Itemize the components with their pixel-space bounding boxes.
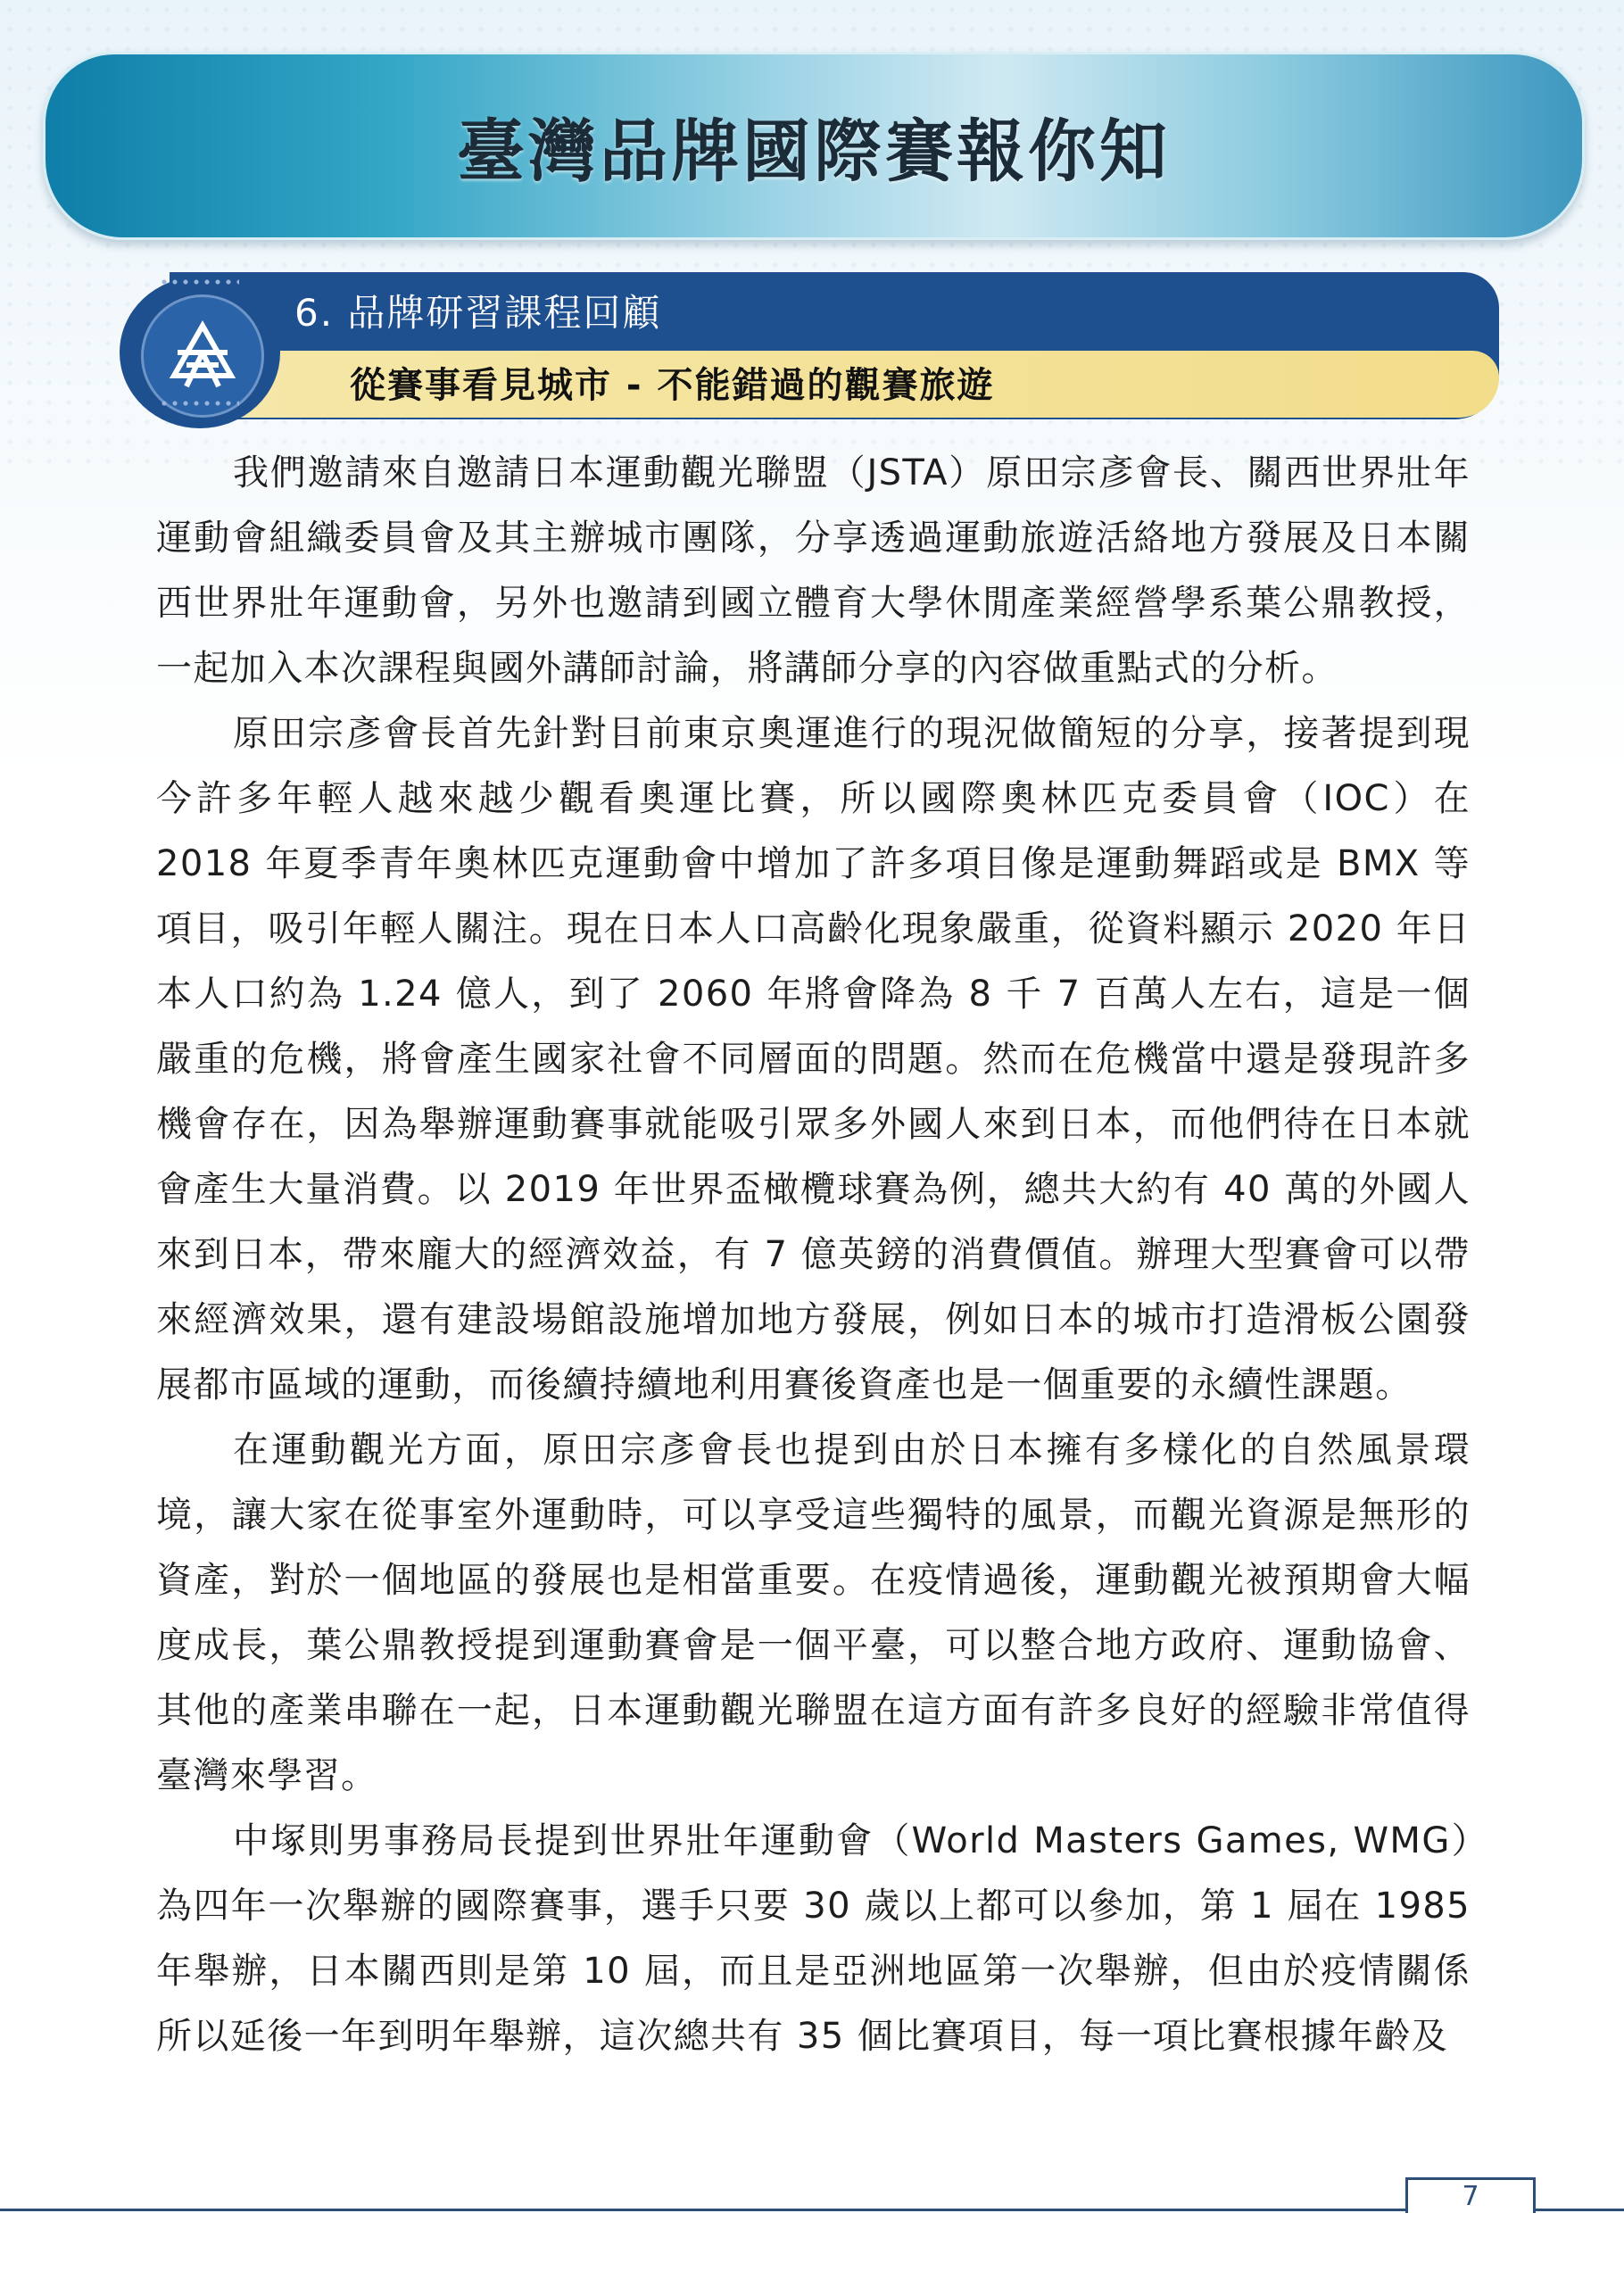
paragraph: 中塚則男事務局長提到世界壯年運動會（World Masters Games, WMG）為四年一次舉辦的國際賽事，選手只要 30 歲以上都可以參加，第 1 屆在 1985 年舉辦，日本關西則是第 10 屆，而且是亞洲地區第一次舉辦，但由於疫情關係所以延後一年到明年舉辦，這次總共有 35 個比賽項目，每一項比賽根據年齡及 xyxy=(156,1820,1471,2057)
page-number: 7 xyxy=(1462,2181,1479,2212)
page-number-tab xyxy=(1405,2177,1536,2213)
paragraph: 原田宗彥會長首先針對目前東京奧運進行的現況做簡短的分享，接著提到現今許多年輕人越來越少觀看奧運比賽，所以國際奧林匹克委員會（IOC）在 2018 年夏季青年奧林匹克運動會中增加了許多項目像是運動舞蹈或是 BMX 等項目，吸引年輕人關注。現在日本人口高齡化現象嚴重，從資料顯示 2020 年日本人口約為 1.24 億人，到了 2060 年將會降為 8 千 7 百萬人左右，這是一個嚴重的危機，將會產生國家社會不同層面的問題。然而在危機當中還是發現許多機會存在，因為舉辦運動賽事就能吸引眾多外國人來到日本，而他們待在日本就會產生大量消費。以 2019 年世界盃橄欖球賽為例，總共大約有 40 萬的外國人來到日本，帶來龐大的經濟效益，有 7 億英鎊的消費價值。辦理大型賽會可以帶來經濟效果，還有建設場館設施增加地方發展，例如日本的城市打造滑板公園發展都市區域的運動，而後續持續地利用賽後資產也是一個重要的永續性課題。 xyxy=(156,713,1471,1405)
paragraph: 在運動觀光方面，原田宗彥會長也提到由於日本擁有多樣化的自然風景環境，讓大家在從事室外運動時，可以享受這些獨特的風景，而觀光資源是無形的資產，對於一個地區的發展也是相當重要。在疫情過後，運動觀光被預期會大幅度成長，葉公鼎教授提到運動賽會是一個平臺，可以整合地方政府、運動協會、其他的產業串聯在一起，日本運動觀光聯盟在這方面有許多良好的經驗非常值得臺灣來學習。 xyxy=(156,1430,1471,1796)
masthead-banner xyxy=(43,52,1585,240)
paragraph: 我們邀請來自邀請日本運動觀光聯盟（JSTA）原田宗彥會長、關西世界壯年運動會組織委員會及其主辦城市團隊，分享透過運動旅遊活絡地方發展及日本關西世界壯年運動會，另外也邀請到國立體育大學休閒產業經營學系葉公鼎教授，一起加入本次課程與國外講師討論，將講師分享的內容做重點式的分析。 xyxy=(156,452,1471,689)
page-title: 臺灣品牌國際賽報你知 xyxy=(457,112,1171,191)
article-body xyxy=(156,441,1471,2069)
badge-dots-decoration xyxy=(159,400,239,407)
badge-dots-decoration xyxy=(159,278,239,286)
footer-rule xyxy=(0,2209,1624,2211)
section-title: 6. 品牌研習課程回顧 xyxy=(294,291,662,335)
section-subtitle: 從賽事看見城市 - 不能錯過的觀賽旅遊 xyxy=(350,365,995,406)
